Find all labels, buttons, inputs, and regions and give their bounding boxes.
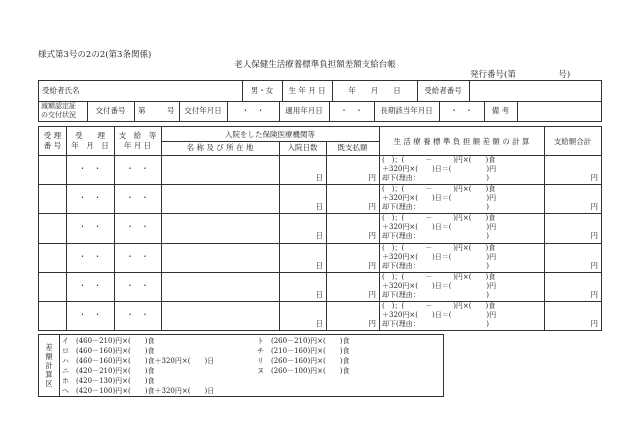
recipient-info-block — [38, 80, 602, 122]
birthdate-label: 生 年 月 日 — [288, 86, 326, 95]
calc-line-3: 却下(理由： ) — [382, 261, 489, 270]
calc-line-2: ＋320円×( )日＝( )円 — [382, 223, 497, 232]
legend-left-item: ロ (460－160)円×( )食 — [62, 347, 155, 355]
difference-calc-legend — [38, 334, 444, 397]
calc-line-3: 却下(理由： ) — [382, 174, 489, 182]
legend-right-item: リ (260－160)円×( )食 — [257, 357, 350, 365]
calc-line-2: ＋320円×( )日＝( )円 — [382, 252, 497, 261]
paid-yen: 円 — [368, 231, 376, 241]
gou-label: 号 — [167, 106, 175, 115]
accept-date-dots: ・ ・ — [78, 193, 102, 203]
calc-line-1: ( )；( － )円×( )食 — [382, 185, 496, 194]
days-unit: 日 — [315, 319, 323, 328]
paid-yen: 円 — [368, 289, 376, 299]
total-header: 支給額合計 — [553, 137, 592, 146]
apply-date-value: ・ ・ — [340, 106, 363, 115]
accept-date-header-1: 受 理 — [75, 131, 105, 140]
issue-date-label: 交付年月日 — [184, 106, 222, 115]
birthdate-value: 年 月 日 — [348, 86, 401, 95]
calc-line-1: ( )；( － )円×( )食 — [382, 302, 496, 310]
calc-line-3: 却下(理由： ) — [382, 290, 489, 299]
legend-title-char: 算 — [45, 370, 53, 379]
accept-date-dots: ・ ・ — [78, 280, 102, 290]
issue-number-label: 交付番号 — [95, 106, 126, 115]
calc-line-3: 却下(理由： ) — [382, 232, 489, 241]
calc-line-1: ( )；( － )円×( )食 — [382, 243, 496, 252]
calc-header: 生 活 療 養 標 準 負 担 額 差 額 の 計 算 — [393, 137, 530, 146]
days-unit: 日 — [315, 289, 323, 299]
days-unit: 日 — [315, 260, 323, 270]
legend-left-item: イ (460－210)円×( )食 — [62, 337, 155, 345]
total-yen: 円 — [590, 231, 598, 241]
legend-title-char: 区 — [45, 379, 53, 388]
calc-line-3: 却下(理由： ) — [382, 203, 489, 212]
reduction-label-line2: の交付状況 — [41, 111, 76, 119]
calc-line-3: 却下(理由： ) — [382, 320, 489, 328]
hospital-days-header: 入院日数 — [287, 143, 318, 152]
hospital-group-header: 入院をした保険医療機関等 — [225, 130, 315, 139]
page-title: 老人保健生活療養標準負担額差額支給台帳 — [234, 60, 396, 70]
accept-date-dots: ・ ・ — [78, 222, 102, 232]
pay-date-dots: ・ ・ — [126, 280, 149, 290]
paid-yen: 円 — [368, 319, 376, 328]
accept-date-dots: ・ ・ — [78, 251, 102, 261]
main-table — [38, 126, 602, 331]
reduction-label-line1: 減額認定証 — [41, 102, 76, 110]
total-yen: 円 — [590, 319, 598, 328]
issue-date-value: ・ ・ — [241, 106, 265, 115]
pay-date-dots: ・ ・ — [126, 222, 149, 232]
total-yen: 円 — [590, 202, 598, 212]
paid-yen: 円 — [368, 260, 376, 270]
total-yen: 円 — [590, 173, 598, 182]
paid-yen: 円 — [368, 173, 376, 182]
calc-line-1: ( )；( － )円×( )食 — [382, 214, 496, 223]
dai-label: 第 — [138, 106, 146, 115]
hospital-name-header: 名 称 及 び 所 在 地 — [186, 143, 254, 152]
legend-left-item: ホ (420－130)円×( )食 — [62, 377, 155, 385]
legend-right-item: チ (210－160)円×( )食 — [257, 347, 350, 355]
legend-left-item: へ (420－100)円×( )食＋320円×( )日 — [62, 387, 215, 395]
legend-left-item: ハ (460－160)円×( )食＋320円×( )日 — [62, 357, 215, 365]
accept-date-dots: ・ ・ — [78, 310, 102, 319]
pay-date-dots: ・ ・ — [126, 251, 149, 261]
days-unit: 日 — [315, 202, 323, 212]
calc-line-2: ＋320円×( )日＝( )円 — [382, 194, 497, 203]
long-date-label: 長期該当年月日 — [380, 106, 433, 115]
calc-line-1: ( )；( － )円×( )食 — [382, 272, 496, 281]
issue-number: 発行番号(第 号) — [470, 70, 571, 80]
calc-line-1: ( )；( － )円×( )食 — [382, 156, 496, 164]
calc-line-2: ＋320円×( )日＝( )円 — [382, 311, 497, 319]
paid-yen: 円 — [368, 202, 376, 212]
accept-no-header-1: 受 理 — [43, 131, 62, 140]
accept-date-header-2: 年 月 日 — [71, 141, 109, 150]
remarks-label: 備 考 — [491, 106, 510, 115]
accept-no-header-2: 番 号 — [43, 141, 62, 150]
legend-right-item: ト (260－210)円×( )食 — [257, 337, 350, 345]
pay-date-dots: ・ ・ — [126, 310, 149, 319]
apply-date-label: 適用年月日 — [285, 106, 323, 115]
legend-title-char: 差 — [45, 343, 53, 352]
days-unit: 日 — [315, 173, 323, 182]
calc-line-2: ＋320円×( )日＝( )円 — [382, 165, 497, 173]
legend-title-char: 額 — [45, 352, 53, 361]
form-number: 様式第3号の2の2(第3条関係) — [38, 50, 152, 60]
pay-date-header-1: 支 給 等 — [118, 131, 157, 140]
legend-left-item: ニ (420－210)円×( )食 — [62, 367, 155, 375]
calc-line-2: ＋320円×( )日＝( )円 — [382, 281, 497, 290]
pay-date-dots: ・ ・ — [126, 193, 149, 203]
total-yen: 円 — [590, 289, 598, 299]
days-unit: 日 — [315, 231, 323, 241]
recipient-name-label: 受給者氏名 — [42, 86, 80, 95]
paid-header: 既支払額 — [337, 143, 368, 152]
recipient-number-label: 受給者番号 — [424, 86, 462, 95]
sex-field: 男・女 — [250, 86, 274, 95]
pay-date-dots: ・ ・ — [126, 164, 149, 173]
accept-date-dots: ・ ・ — [78, 164, 102, 173]
pay-date-header-2: 年 月 日 — [123, 141, 152, 150]
long-date-value: ・ ・ — [450, 106, 473, 115]
legend-right-item: ヌ (260－100)円×( )食 — [257, 367, 350, 375]
total-yen: 円 — [590, 260, 598, 270]
legend-title-char: 計 — [45, 361, 53, 370]
